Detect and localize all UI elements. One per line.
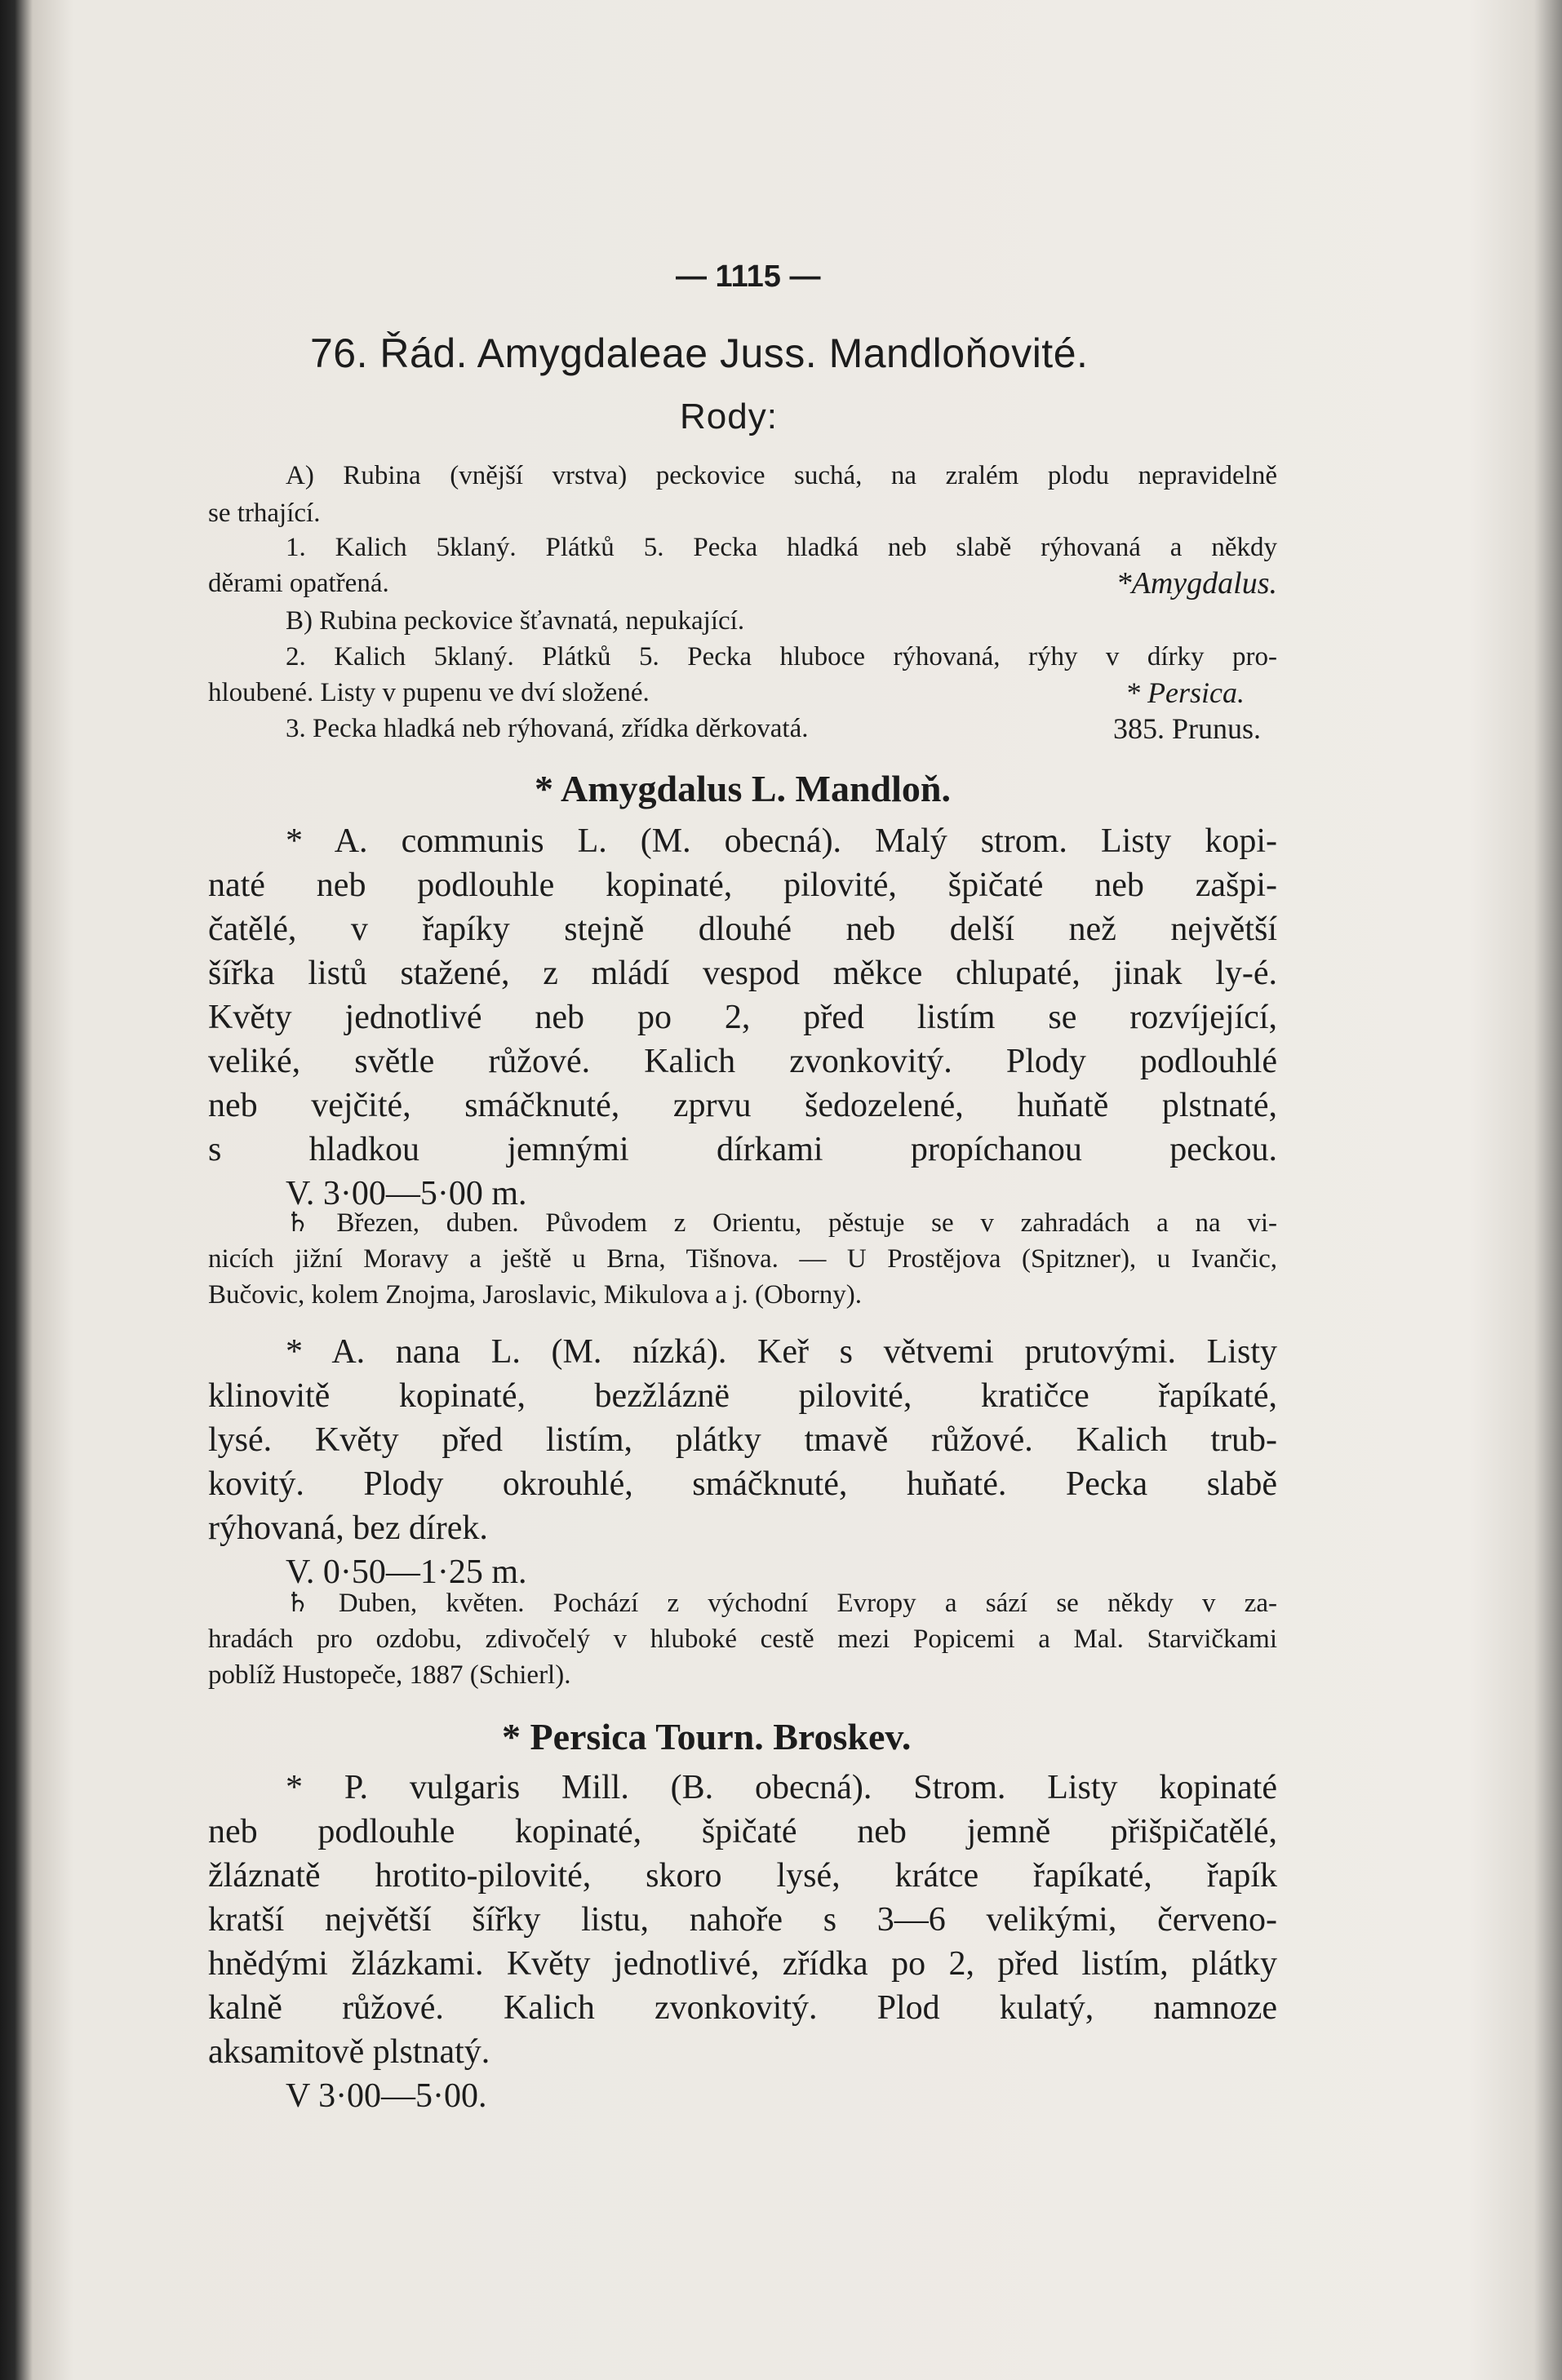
order-title: 76. Řád. Amygdaleae Juss. Mandloňovité. [310, 330, 1089, 376]
vulgaris-line: žláznatě hrotito-pilovité, skoro lysé, krátce řapíkaté, řapík [208, 1857, 1277, 1895]
key-line-2a: 2. Kalich 5klaný. Plátků 5. Pecka hluboce rýhovaná, rýhy v dírky pro- [286, 642, 1277, 671]
key-line-3-text: 3. Pecka hladká neb rýhovaná, zřídka děrkovatá. [286, 714, 809, 743]
key-line-1a: 1. Kalich 5klaný. Plátků 5. Pecka hladká neb slabě rýhovaná a někdy [286, 533, 1277, 562]
genus-heading-amygdalus: * Amygdalus L. Mandloň. [535, 768, 951, 809]
nana-line: klinovitě kopinaté, bezžláznë pilovité, kratičce řapíkaté, [208, 1377, 1277, 1415]
communis-line: neb vejčité, smáčknuté, zprvu šedozelené, huňatě plstnaté, [208, 1087, 1277, 1124]
communis-line: s hladkou jemnými dírkami propíchanou peckou. [208, 1131, 1277, 1168]
communis-line: šířka listů stažené, z mládí vespod měkce chlupaté, jinak ly-é. [208, 955, 1277, 992]
communis-line: Květy jednotlivé neb po 2, před listím se rozvíjející, [208, 999, 1277, 1036]
key-genus-amygdalus: *Amygdalus. [1116, 566, 1277, 601]
key-genus-persica: * Persica. [1125, 676, 1245, 709]
nana-line: kovitý. Plody okrouhlé, smáčknuté, huňaté. Pecka slabě [208, 1465, 1277, 1503]
key-line-2b [208, 674, 1277, 711]
key-line-3 [208, 710, 1277, 747]
vulgaris-line: kalně růžové. Kalich zvonkovitý. Plod kulatý, namnoze [208, 1989, 1277, 2027]
communis-note-line: nicích jižní Moravy a ještě u Brna, Tišnova. — U Prostějova (Spitzner), u Ivančic, [208, 1244, 1277, 1274]
key-line-2b-text: hloubené. Listy v pupenu ve dví složené. [208, 678, 650, 707]
nana-line: * A. nana L. (M. nízká). Keř s větvemi prutovými. Listy [286, 1333, 1277, 1371]
communis-line: naté neb podlouhle kopinaté, pilovité, špičaté neb zašpi- [208, 866, 1277, 904]
vulgaris-height: V 3·00—5·00. [286, 2077, 487, 2115]
communis-line: * A. communis L. (M. obecná). Malý strom. Listy kopi- [286, 822, 1277, 860]
page-number: — 1115 — [676, 259, 821, 294]
key-genus-prunus: 385. Prunus. [1112, 712, 1261, 745]
vulgaris-line: neb podlouhle kopinaté, špičaté neb jemně přišpičatělé, [208, 1813, 1277, 1850]
key-line-1b [208, 565, 1277, 602]
communis-note-line: Bučovic, kolem Znojma, Jaroslavic, Mikulova a j. (Oborny). [208, 1280, 862, 1310]
communis-height: V. 3·00—5·00 m. [286, 1175, 527, 1212]
genera-key-label: Rody: [680, 397, 778, 437]
vulgaris-line: * P. vulgaris Mill. (B. obecná). Strom. Listy kopinaté [286, 1769, 1277, 1806]
communis-line: veliké, světle růžové. Kalich zvonkovitý. Plody podlouhlé [208, 1043, 1277, 1080]
vulgaris-line: kratší největší šířky listu, nahoře s 3—6 velikými, červeno- [208, 1901, 1277, 1939]
vulgaris-line: hnědými žlázkami. Květy jednotlivé, zřídka po 2, před listím, plátky [208, 1945, 1277, 1983]
nana-height: V. 0·50—1·25 m. [286, 1553, 527, 1591]
communis-note-line: ♄ Březen, duben. Původem z Orientu, pěstuje se v zahradách a na vi- [286, 1208, 1277, 1238]
key-line-1b-text: děrami opatřená. [208, 569, 389, 598]
nana-note-line: poblíž Hustopeče, 1887 (Schierl). [208, 1660, 571, 1690]
communis-line: čatělé, v řapíky stejně dlouhé neb delší než největší [208, 911, 1277, 948]
key-line-a1: A) Rubina (vnější vrstva) peckovice suchá, na zralém plodu nepravidelně [286, 461, 1277, 490]
key-line-b1: B) Rubina peckovice šťavnatá, nepukající. [286, 606, 745, 636]
vulgaris-line: aksamitově plstnatý. [208, 2033, 490, 2071]
genus-heading-persica: * Persica Tourn. Broskev. [502, 1716, 912, 1757]
key-line-a2: se trhající. [208, 499, 321, 528]
nana-line: rýhovaná, bez dírek. [208, 1509, 488, 1547]
nana-line: lysé. Květy před listím, plátky tmavě růžové. Kalich trub- [208, 1421, 1277, 1459]
nana-note-line: ♄ Duben, květen. Pochází z východní Evropy a sází se někdy v za- [286, 1589, 1277, 1618]
nana-note-line: hradách pro ozdobu, zdivočelý v hluboké cestě mezi Popicemi a Mal. Starvičkami [208, 1624, 1277, 1654]
